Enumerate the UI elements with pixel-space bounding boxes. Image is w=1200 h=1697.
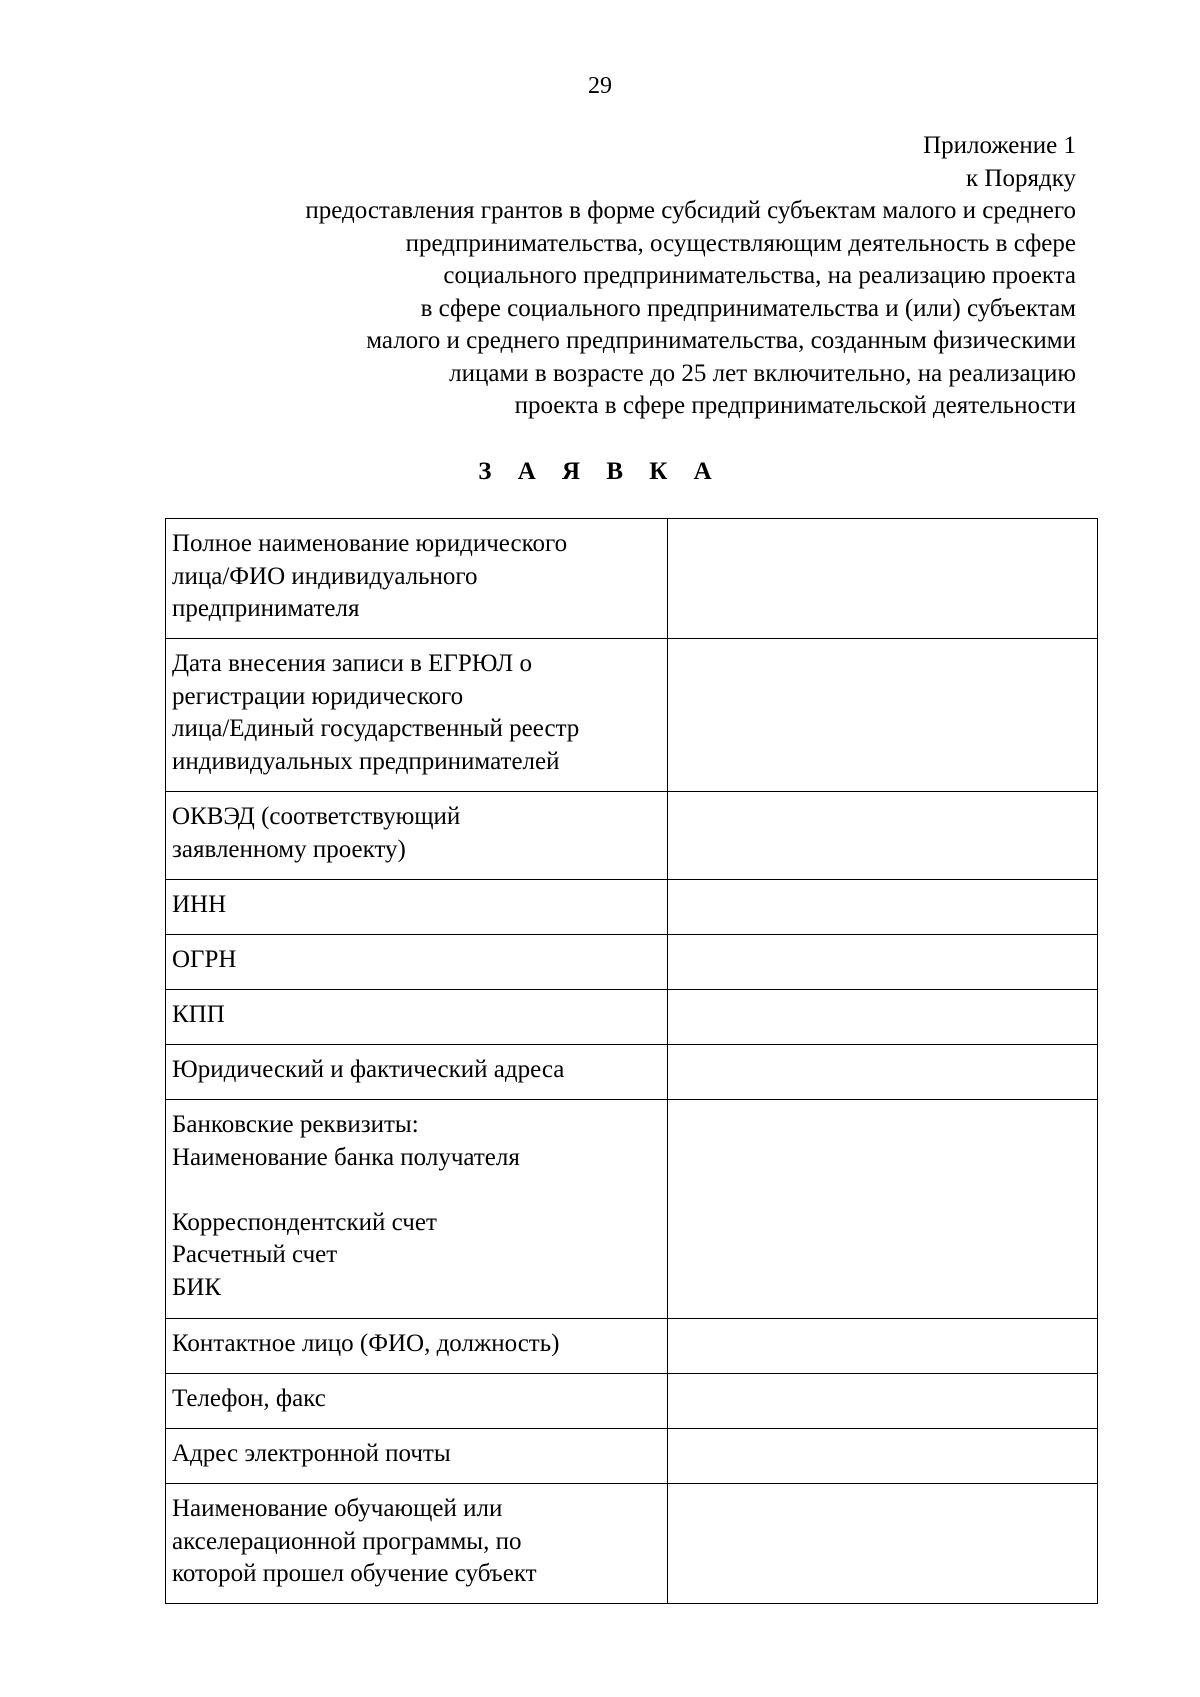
label-line: Банковские реквизиты:	[172, 1111, 419, 1138]
label-line: Адрес электронной почты	[172, 1440, 451, 1467]
appendix-line: социального предпринимательства, на реализацию проекта	[443, 262, 1076, 289]
application-form-table	[165, 518, 1098, 1604]
field-value-training-program[interactable]	[668, 1484, 1098, 1604]
field-value-contact-person[interactable]	[668, 1319, 1098, 1374]
label-line: акселерационной программы, по	[172, 1527, 522, 1555]
field-label	[166, 639, 668, 792]
document-title: З А Я В К А	[478, 458, 722, 485]
field-value-full-name[interactable]	[668, 519, 1098, 639]
form-row-address	[166, 1045, 1098, 1100]
label-line: лица/Единый государственный реестр	[172, 715, 580, 742]
label-line: Юридический и фактический адреса	[172, 1056, 565, 1083]
field-value-ogrn[interactable]	[668, 935, 1098, 990]
label-line: Корреспондентский счет	[172, 1208, 437, 1236]
label-line: ОГРН	[172, 946, 237, 973]
label-line: Дата внесения записи в ЕГРЮЛ о	[172, 650, 532, 677]
form-row-egrul-date	[166, 639, 1098, 792]
field-label	[166, 792, 668, 880]
form-row-kpp	[166, 990, 1098, 1045]
label-line: Телефон, факс	[172, 1385, 326, 1412]
label-line: КПП	[172, 1001, 225, 1028]
form-row-phone-fax	[166, 1374, 1098, 1429]
label-line: заявленному проекту)	[172, 835, 406, 863]
form-row-okved	[166, 792, 1098, 880]
field-label	[166, 935, 668, 990]
label-line: регистрации юридического	[172, 682, 464, 710]
label-line: ОКВЭД (соответствующий	[172, 803, 461, 830]
label-line: ИНН	[172, 891, 227, 918]
form-row-training-program	[166, 1484, 1098, 1604]
field-value-bank-details[interactable]	[668, 1100, 1098, 1319]
appendix-line: Приложение 1	[923, 132, 1076, 159]
field-label	[166, 519, 668, 639]
appendix-line: к Порядку	[966, 164, 1076, 192]
appendix-line: предпринимательства, осуществляющим деятельность в сфере	[405, 229, 1076, 257]
label-line: Наименование обучающей или	[172, 1495, 503, 1522]
field-value-email[interactable]	[668, 1429, 1098, 1484]
form-row-inn	[166, 880, 1098, 935]
appendix-line: лицами в возрасте до 25 лет включительно, на реализацию	[449, 359, 1076, 387]
page-number: 29	[588, 73, 612, 99]
label-line: которой прошел обучение субъект	[172, 1560, 537, 1587]
field-value-inn[interactable]	[668, 880, 1098, 935]
field-label	[166, 1484, 668, 1604]
field-label	[166, 990, 668, 1045]
label-line: БИК	[172, 1273, 222, 1301]
appendix-line: предоставления грантов в форме субсидий субъектам малого и среднего	[305, 197, 1076, 224]
appendix-header	[176, 130, 1076, 423]
form-row-email	[166, 1429, 1098, 1484]
label-spacer	[172, 1174, 661, 1207]
field-label	[166, 1429, 668, 1484]
appendix-line: проекта в сфере предпринимательской деятельности	[514, 392, 1076, 419]
form-row-full-name	[166, 519, 1098, 639]
label-line: Полное наименование юридического	[172, 530, 568, 557]
field-label	[166, 880, 668, 935]
appendix-line: малого и среднего предпринимательства, созданным физическими	[366, 327, 1076, 354]
field-value-okved[interactable]	[668, 792, 1098, 880]
field-label	[166, 1319, 668, 1374]
form-row-contact-person	[166, 1319, 1098, 1374]
label-line: лица/ФИО индивидуального	[172, 562, 478, 590]
field-value-address[interactable]	[668, 1045, 1098, 1100]
field-value-kpp[interactable]	[668, 990, 1098, 1045]
field-label	[166, 1100, 668, 1319]
label-line: предпринимателя	[172, 595, 360, 622]
form-row-bank-details	[166, 1100, 1098, 1319]
field-label	[166, 1045, 668, 1100]
label-line: Наименование банка получателя	[172, 1143, 520, 1171]
label-line: индивидуальных предпринимателей	[172, 747, 560, 775]
field-value-phone-fax[interactable]	[668, 1374, 1098, 1429]
field-value-egrul-date[interactable]	[668, 639, 1098, 792]
label-line: Контактное лицо (ФИО, должность)	[172, 1330, 560, 1357]
appendix-line: в сфере социального предпринимательства и (или) субъектам	[420, 294, 1076, 322]
form-row-ogrn	[166, 935, 1098, 990]
label-line: Расчетный счет	[172, 1241, 338, 1268]
field-label	[166, 1374, 668, 1429]
